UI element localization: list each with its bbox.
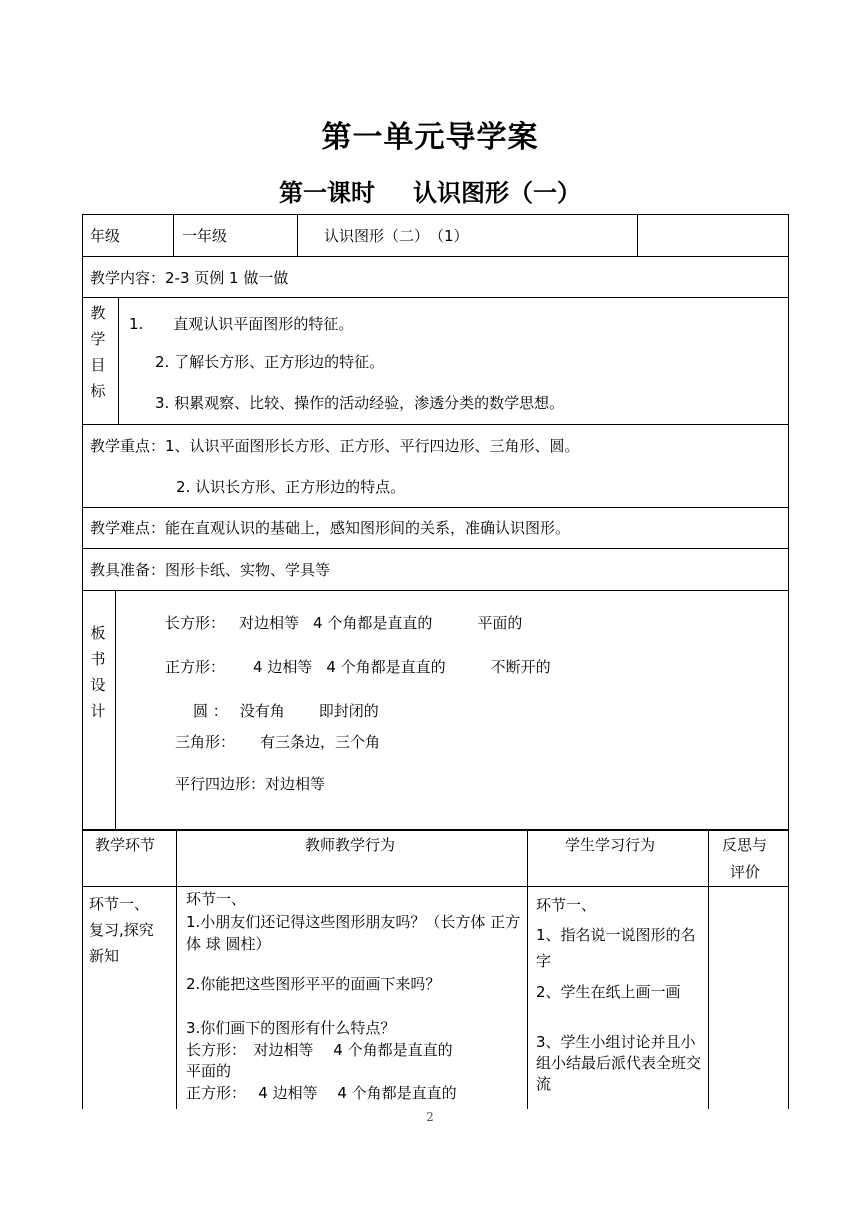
teacher-q1: 1.小朋友们还记得这些图形朋友吗？（长方体 正方体 球 圆柱） [186, 913, 521, 953]
col-header-student: 学生学习行为 [565, 836, 656, 854]
board-line-rectangle: 长方形： 对边相等 4 个角都是直直的 平面的 [165, 614, 523, 632]
lesson-name: 认识图形（二） （1） [324, 227, 469, 245]
col-header-stage: 教学环节 [95, 836, 156, 854]
col-header-reflect-2: 评价 [730, 863, 761, 881]
student-s2: 2、学生在纸上画一画 [536, 983, 681, 1001]
page-number: 2 [426, 1110, 434, 1124]
student-s3: 3、学生小组讨论并且小组小结最后派代表全班交流 [536, 1033, 702, 1093]
board-line-circle: 圆 ： 没有角 即封闭的 [193, 702, 379, 720]
key-points-line1: 教学重点：1、认识平面图形长方形、正方形、平行四边形、三角形、圆。 [90, 437, 580, 455]
grade-value: 一年级 [182, 227, 228, 245]
lesson-subtitle [0, 173, 860, 208]
stage-cell: 环节一、 复习,探究 新知 [89, 895, 154, 965]
teacher-q2: 2.你能把这些图形平平的面画下来吗？ [186, 975, 441, 993]
teacher-line3: 正方形： 4 边相等 4 个角都是直直的 [186, 1084, 457, 1102]
teacher-line2: 平面的 [186, 1062, 232, 1080]
col-header-teacher: 教师教学行为 [305, 836, 396, 854]
board-line-triangle: 三角形： 有三条边，三个角 [175, 733, 381, 751]
board-label: 板 书 设 计 [90, 624, 106, 720]
document-title: 第一单元导学案 [321, 120, 539, 155]
grade-label: 年级 [90, 227, 121, 245]
goal-item: 2. 了解长方形、正方形边的特征。 [155, 353, 385, 371]
difficulty: 教学难点：能在直观认识的基础上，感知图形间的关系，准确认识图形。 [90, 519, 571, 537]
goal-item: 1. 直观认识平面图形的特征。 [129, 315, 354, 333]
student-head: 环节一、 [536, 896, 597, 914]
teaching-content: 教学内容：2-3 页例 1 做一做 [90, 269, 289, 287]
board-line-parallelogram: 平行四边形：对边相等 [175, 775, 326, 793]
teacher-line1: 长方形： 对边相等 4 个角都是直直的 [186, 1041, 453, 1059]
goal-item: 3. 积累观察、比较、操作的活动经验，渗透分类的数学思想。 [155, 394, 565, 412]
subtitle-part1: 第一课时 [279, 179, 375, 207]
board-line-square: 正方形： 4 边相等 4 个角都是直直的 不断开的 [165, 658, 551, 676]
teacher-q3: 3.你们画下的图形有什么特点？ [186, 1019, 396, 1037]
subtitle-part2: 认识图形（一） [413, 179, 581, 207]
teacher-head: 环节一、 [186, 890, 247, 908]
col-header-reflect: 反思与 [722, 836, 768, 854]
key-points-line2: 2. 认识长方形、正方形边的特点。 [176, 478, 406, 496]
tools: 教具准备：图形卡纸、实物、学具等 [90, 561, 331, 579]
goals-label: 教 学 目 标 [90, 304, 106, 400]
student-s1: 1、指名说一说图形的名字 [536, 926, 696, 970]
